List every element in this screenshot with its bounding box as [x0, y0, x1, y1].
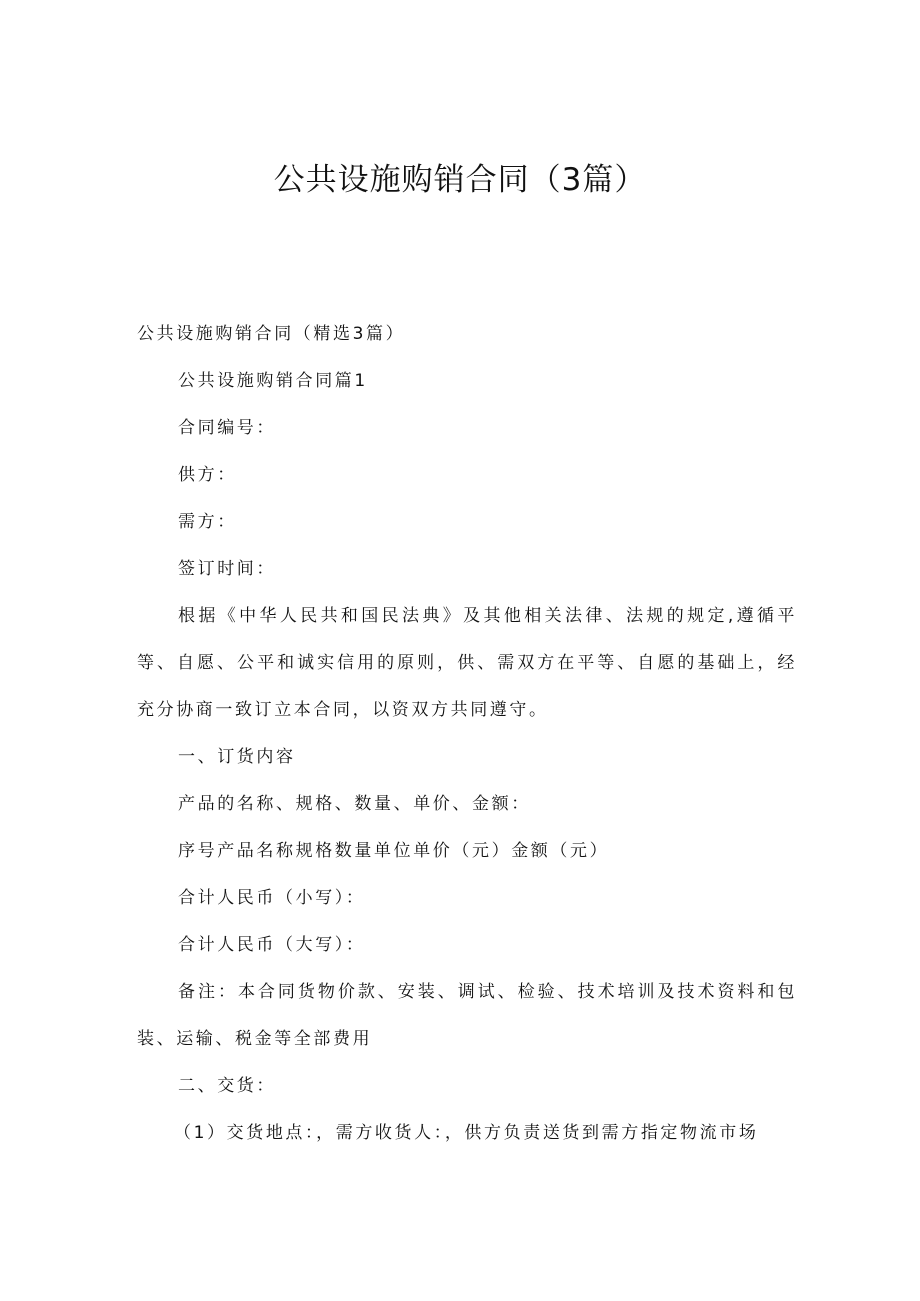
- document-title: 公共设施购销合同（3篇）: [273, 162, 647, 198]
- order-heading: 一、订货内容: [178, 747, 296, 767]
- buyer-field: 需方：: [178, 512, 237, 532]
- total-uppercase: 合计人民币（大写）：: [178, 935, 366, 955]
- document-subtitle: 公共设施购销合同（精选3篇）: [137, 324, 406, 344]
- document-body: [137, 311, 797, 1157]
- delivery-heading: 二、交货：: [178, 1076, 276, 1096]
- total-lowercase: 合计人民币（小写）：: [178, 888, 366, 908]
- note-paragraph: 备注：本合同货物价款、安装、调试、检验、技术培训及技术资料和包装、运输、税金等全部费用: [137, 982, 797, 1049]
- product-table-header: 序号产品名称规格数量单位单价（元）金额（元）: [178, 841, 610, 861]
- sign-time-field: 签订时间：: [178, 559, 276, 579]
- preamble-paragraph: 根据《中华人民共和国民法典》及其他相关法律、法规的规定,遵循平等、自愿、公平和诚实信用的原则，供、需双方在平等、自愿的基础上，经充分协商一致订立本合同，以资双方共同遵守。: [137, 606, 797, 720]
- products-label: 产品的名称、规格、数量、单价、金额：: [178, 794, 531, 814]
- contract-number-field: 合同编号：: [178, 418, 276, 438]
- supplier-field: 供方：: [178, 465, 237, 485]
- delivery-item-1: （1）交货地点：，需方收货人：，供方负责送货到需方指定物流市场: [174, 1123, 759, 1143]
- section-title: 公共设施购销合同篇1: [178, 371, 368, 391]
